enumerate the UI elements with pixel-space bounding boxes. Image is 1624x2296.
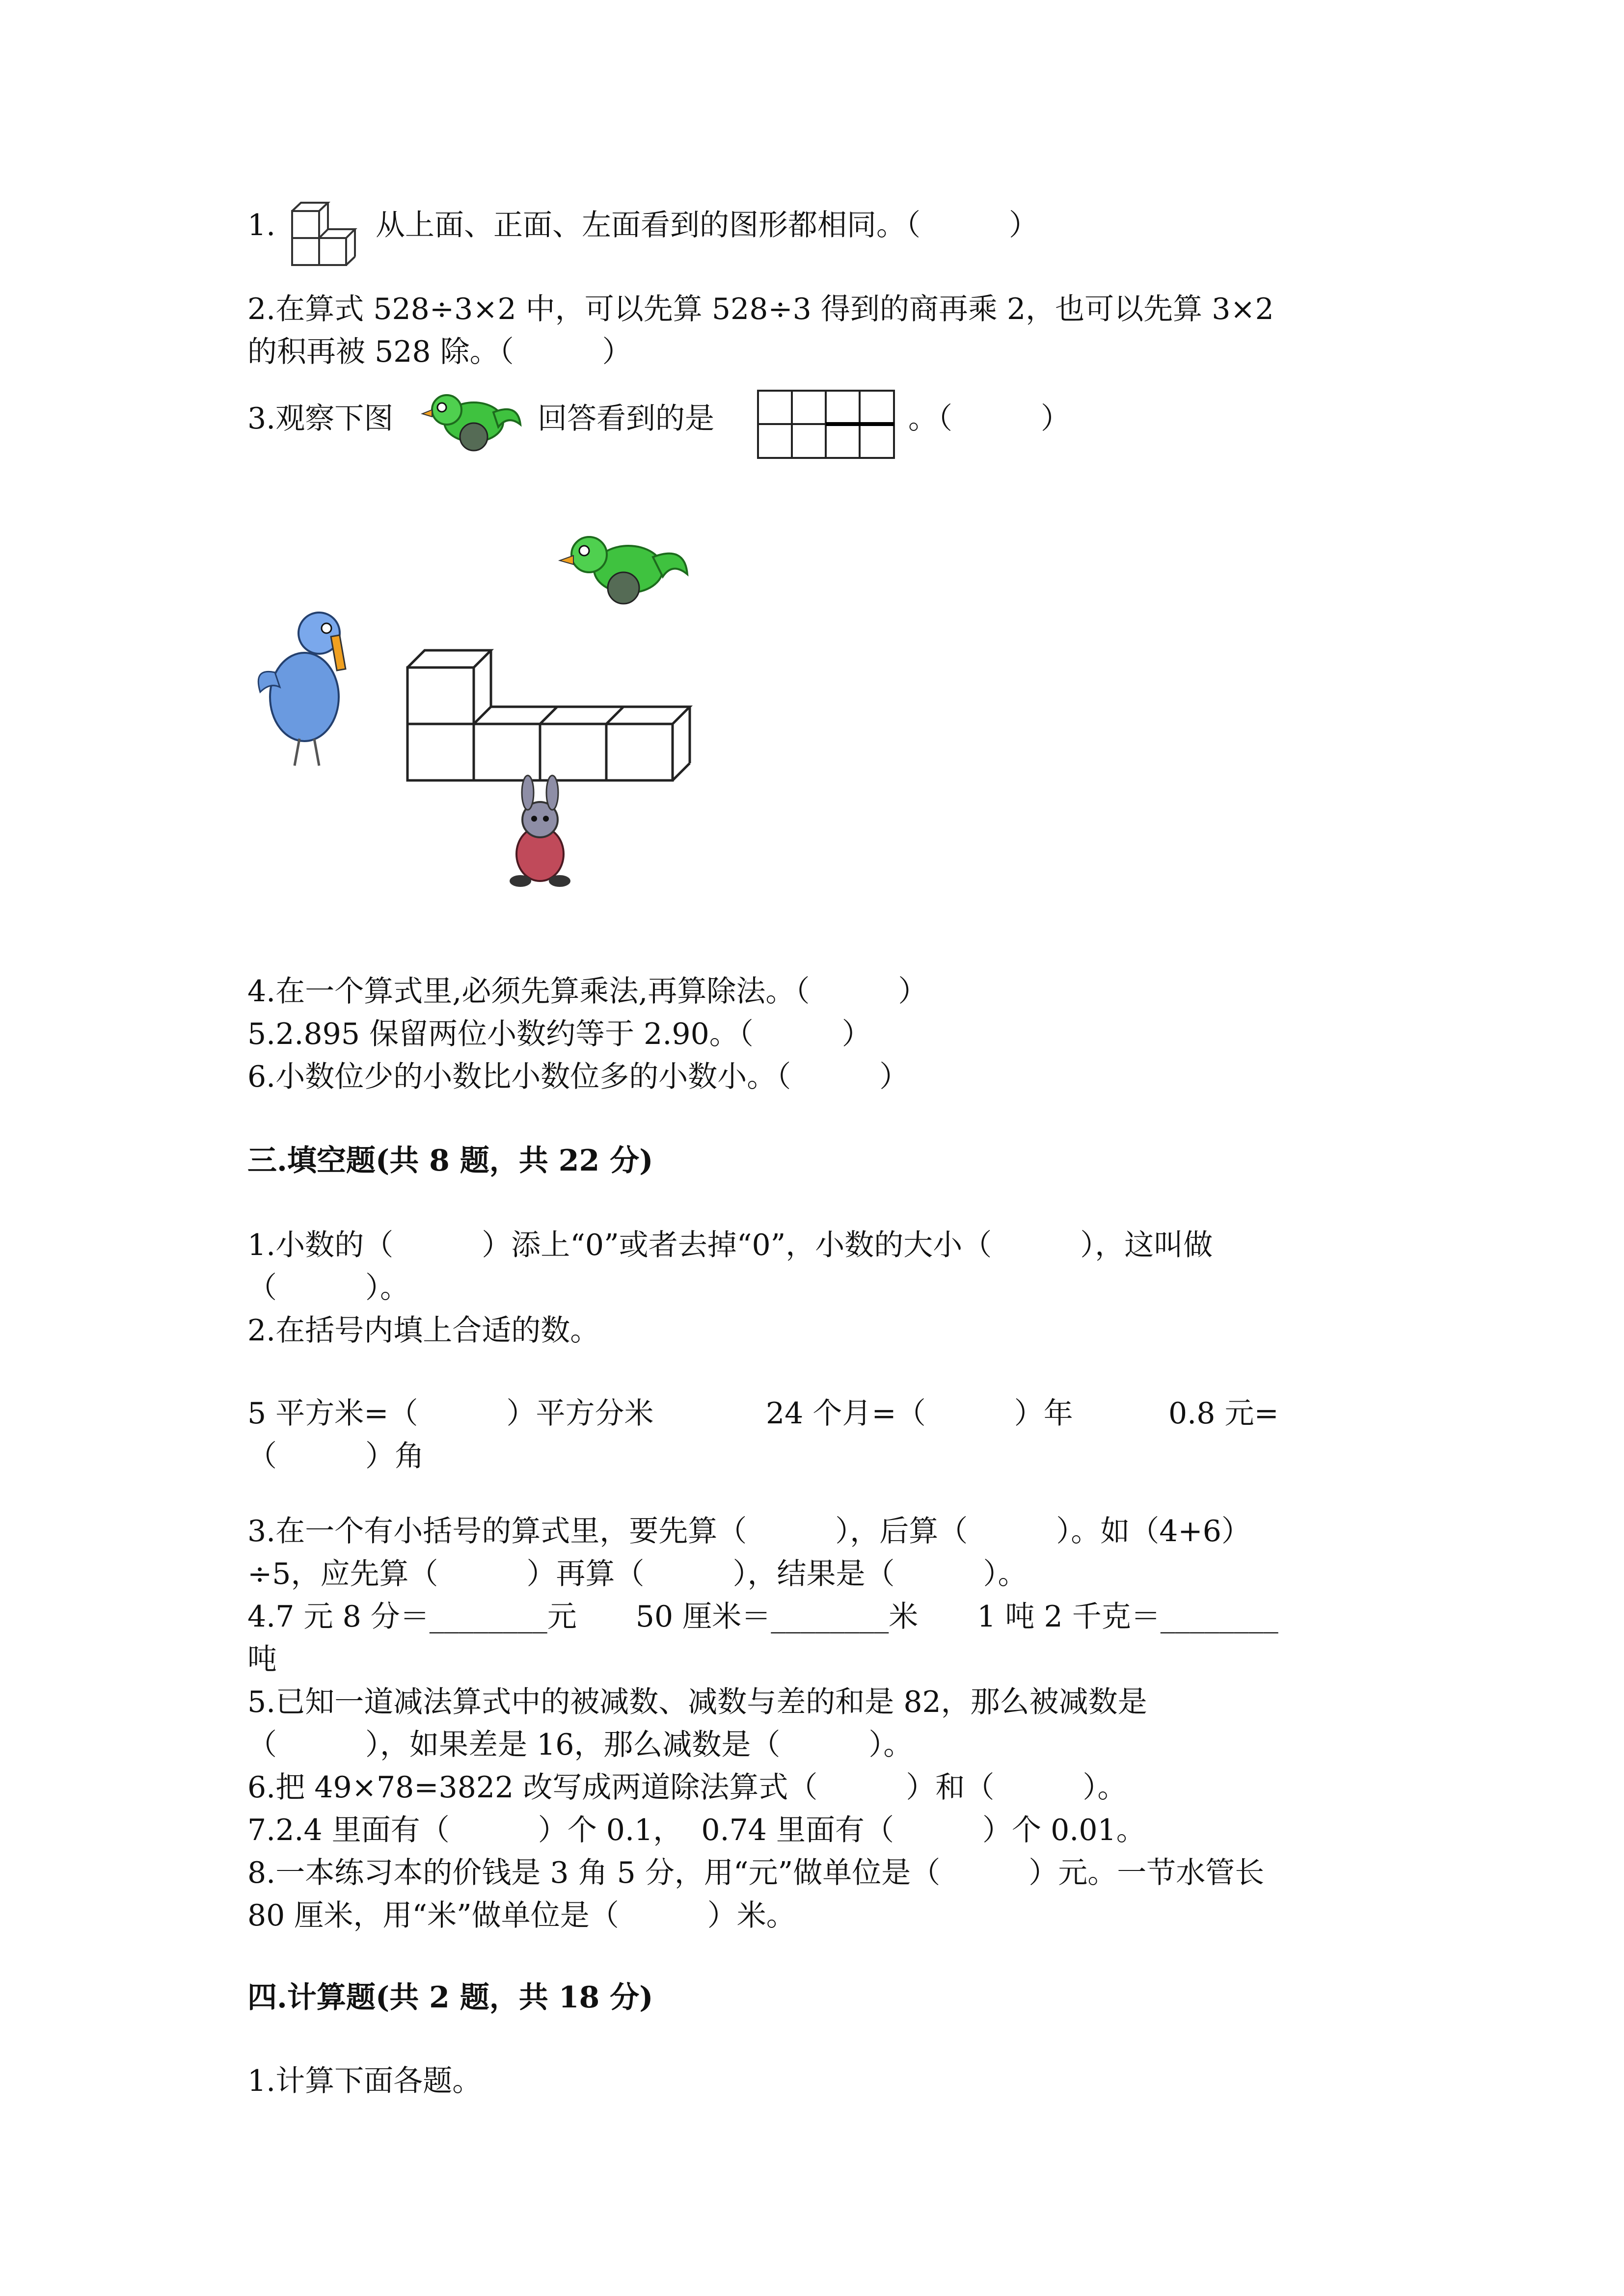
q1-text: 从上面、正面、左面看到的图形都相同。（ ） xyxy=(376,208,1038,242)
section4-heading: 四.计算题(共 2 题，共 18 分) xyxy=(247,1980,653,2015)
s3-q2-part-c2: （ ）角 xyxy=(247,1439,424,1473)
rabbit-icon xyxy=(510,775,570,887)
cube-assembly-figure xyxy=(407,650,690,780)
q1-number: 1. xyxy=(247,208,276,242)
section3-heading: 三.填空题(共 8 题，共 22 分) xyxy=(247,1144,653,1178)
q5-text: 5.2.895 保留两位小数约等于 2.90。（ ） xyxy=(247,1017,871,1051)
s3-q4-line1: 4.7 元 8 分＝________元 50 厘米＝________米 1 吨 2 千克＝________ xyxy=(247,1600,1278,1634)
blue-bird-icon xyxy=(258,613,346,766)
q3-suffix: 。（ ） xyxy=(908,401,1070,436)
top-view-grid-figure xyxy=(756,389,896,460)
s3-q2-part-a: 5 平方米=（ ）平方分米 xyxy=(247,1396,654,1431)
s3-q7-text: 7.2.4 里面有（ ）个 0.1， 0.74 里面有（ ）个 0.01。 xyxy=(247,1813,1146,1847)
observation-scene-figure xyxy=(245,525,736,898)
s3-q8-line2: 80 厘米，用“米”做单位是（ ）米。 xyxy=(247,1898,796,1933)
s3-q3-line1: 3.在一个有小括号的算式里，要先算（ ），后算（ ）。如（4+6） xyxy=(247,1514,1251,1548)
q2-line1: 2.在算式 528÷3×2 中，可以先算 528÷3 得到的商再乘 2，也可以先算 3×2 xyxy=(247,292,1274,326)
cube-stack-figure xyxy=(287,199,361,272)
q3-prefix: 3.观察下图 xyxy=(247,401,394,436)
s3-q2-text: 2.在括号内填上合适的数。 xyxy=(247,1313,600,1348)
s3-q8-line1: 8.一本练习本的价钱是 3 角 5 分，用“元”做单位是（ ）元。一节水管长 xyxy=(247,1856,1265,1890)
s3-q1-line2: （ ）。 xyxy=(247,1271,409,1305)
q2-line2: 的积再被 528 除。（ ） xyxy=(247,335,632,369)
s3-q1-line1: 1.小数的（ ）添上“0”或者去掉“0”，小数的大小（ ），这叫做 xyxy=(247,1228,1213,1262)
q4-text: 4.在一个算式里,必须先算乘法,再算除法。（ ） xyxy=(247,974,928,1009)
s3-q2-part-b: 24 个月=（ ）年 xyxy=(766,1396,1073,1431)
s3-q5-line2: （ ），如果差是 16，那么减数是（ ）。 xyxy=(247,1728,913,1762)
s3-q6-text: 6.把 49×78=3822 改写成两道除法算式（ ）和（ ）。 xyxy=(247,1770,1127,1805)
s3-q2-part-c: 0.8 元= xyxy=(1168,1396,1279,1431)
green-bird-icon xyxy=(560,537,687,604)
q6-text: 6.小数位少的小数比小数位多的小数小。（ ） xyxy=(247,1060,909,1094)
green-bird-small-icon xyxy=(420,385,523,459)
q3-middle: 回答看到的是 xyxy=(538,401,714,436)
s3-q5-line1: 5.已知一道减法算式中的被减数、减数与差的和是 82，那么被减数是 xyxy=(247,1685,1147,1719)
s4-q1-text: 1.计算下面各题。 xyxy=(247,2064,482,2098)
s3-q4-line2: 吨 xyxy=(247,1642,277,1677)
s3-q3-line2: ÷5，应先算（ ）再算（ ），结果是（ ）。 xyxy=(247,1557,1028,1591)
